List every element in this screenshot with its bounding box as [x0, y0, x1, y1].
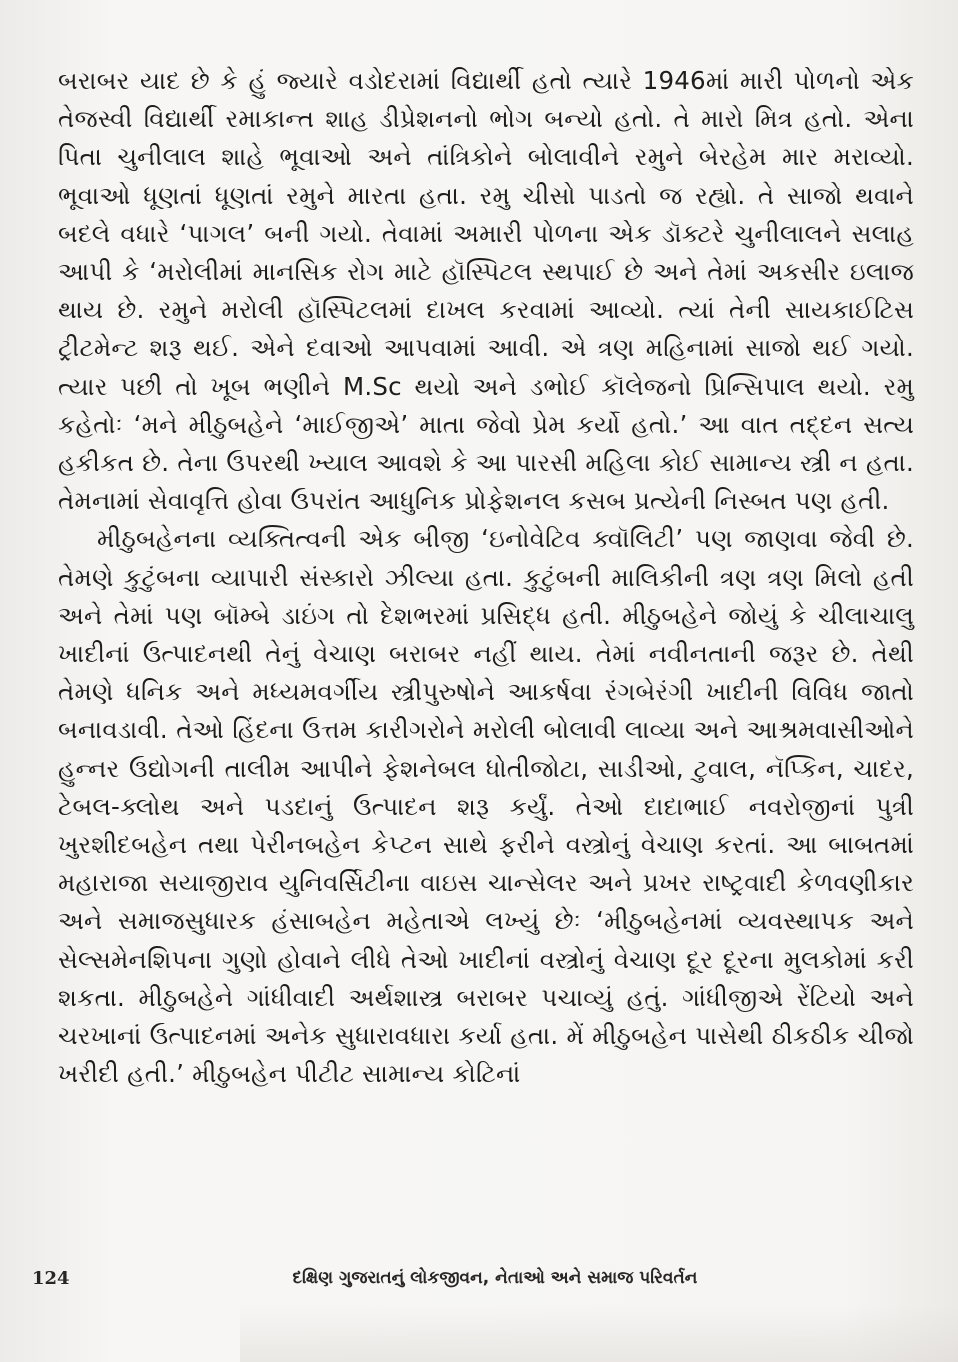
running-title: દક્ષિણ ગુજરાતનું લોકજીવન, નેતાઓ અને સમાજ પરિવર્તન: [292, 1268, 698, 1288]
page-footer: [0, 1268, 958, 1296]
body-text: [58, 62, 914, 1093]
paragraph-1: બરાબર યાદ છે કે હું જ્યારે વડોદરામાં વિદ્યાર્થી હતો ત્યારે 1946માં મારી પોળનો એક તેજસ્વી વિદ્યાર્થી રમાકાન્ત શાહ ડીપ્રેશનનો ભોગ બન્યો હતો. તે મારો મિત્ર હતો. એના પિતા ચુનીલાલ શાહે ભૂવાઓ અને તાંત્રિકોને બોલાવીને રમુને બેરહેમ માર મરાવ્યો. ભૂવાઓ ધૂણતાં ધૂણતાં રમુને મારતા હતા. રમુ ચીસો પાડતો જ રહ્યો. તે સાજો થવાને બદલે વધારે ‘પાગલ’ બની ગયો. તેવામાં અમારી પોળના એક ડૉક્ટરે ચુનીલાલને સલાહ આપી કે ‘મરોલીમાં માનસિક રોગ માટે હૉસ્પિટલ સ્થપાઈ છે અને તેમાં અકસીર ઇલાજ થાય છે. રમુને મરોલી હૉસ્પિટલમાં દાખલ કરવામાં આવ્યો. ત્યાં તેની સાયકાઈટિસ ટ્રીટમેન્ટ શરૂ થઈ. એને દવાઓ આપવામાં આવી. એ ત્રણ મહિનામાં સાજો થઈ ગયો. ત્યાર પછી તો ખૂબ ભણીને M.Sc થયો અને ડભોઈ કૉલેજનો પ્રિન્સિપાલ થયો. રમુ કહેતોઃ ‘મને મીઠુબહેને ‘માઈજીએ’ માતા જેવો પ્રેમ કર્યો હતો.’ આ વાત તદ્દન સત્ય હકીકત છે. તેના ઉપરથી ખ્યાલ આવશે કે આ પારસી મહિલા કોઈ સામાન્ય સ્ત્રી ન હતા. તેમનામાં સેવાવૃત્તિ હોવા ઉપરાંત આધુનિક પ્રોફેશનલ કસબ પ્રત્યેની નિસ્બત પણ હતી.: [58, 66, 914, 516]
paragraph-2: મીઠુબહેનના વ્યક્તિત્વની એક બીજી ‘ઇનોવેટિવ ક્વૉલિટી’ પણ જાણવા જેવી છે. તેમણે કુટુંબના વ્યાપારી સંસ્કારો ઝીલ્યા હતા. કુટુંબની માલિકીની ત્રણ ત્રણ મિલો હતી અને તેમાં પણ બૉમ્બે ડાઇંગ તો દેશભરમાં પ્રસિદ્ધ હતી. મીઠુબહેને જોયું કે ચીલાચાલુ ખાદીનાં ઉત્પાદનથી તેનું વેચાણ બરાબર નહીં થાય. તેમાં નવીનતાની જરૂર છે. તેથી તેમણે ધનિક અને મધ્યમવર્ગીય સ્ત્રીપુરુષોને આકર્ષવા રંગબેરંગી ખાદીની વિવિધ જાતો બનાવડાવી. તેઓ હિંદના ઉત્તમ કારીગરોને મરોલી બોલાવી લાવ્યા અને આશ્રમવાસીઓને હુન્નર ઉદ્યોગની તાલીમ આપીને ફેશનેબલ ધોતીજોટા, સાડીઓ, ટુવાલ, નૅપ્કિન, ચાદર, ટેબલ-ક્લોથ અને પડદાનું ઉત્પાદન શરૂ કર્યું. તેઓ દાદાભાઈ નવરોજીનાં પુત્રી ખુરશીદબહેન તથા પેરીનબહેન કેપ્ટન સાથે ફરીને વસ્ત્રોનું વેચાણ કરતાં. આ બાબતમાં મહારાજા સયાજીરાવ યુનિવર્સિટીના વાઇસ ચાન્સેલર અને પ્રખર રાષ્ટ્રવાદી કેળવણીકાર અને સમાજસુધારક હંસાબહેન મહેતાએ લખ્યું છેઃ ‘મીઠુબહેનમાં વ્યવસ્થાપક અને સેલ્સમેનશિપના ગુણો હોવાને લીધે તેઓ ખાદીનાં વસ્ત્રોનું વેચાણ દૂર દૂરના મુલકોમાં કરી શકતા. મીઠુબહેને ગાંધીવાદી અર્થશાસ્ત્ર બરાબર પચાવ્યું હતું. ગાંધીજીએ રેંટિયો અને ચરખાનાં ઉત્પાદનમાં અનેક સુધારાવધારા કર્યા હતા. મેં મીઠુબહેન પાસેથી ઠીકઠીક ચીજો ખરીદી હતી.’ મીઠુબહેન પીટીટ સામાન્ય કોટિનાં: [58, 524, 914, 1089]
page-number: 124: [32, 1268, 70, 1289]
